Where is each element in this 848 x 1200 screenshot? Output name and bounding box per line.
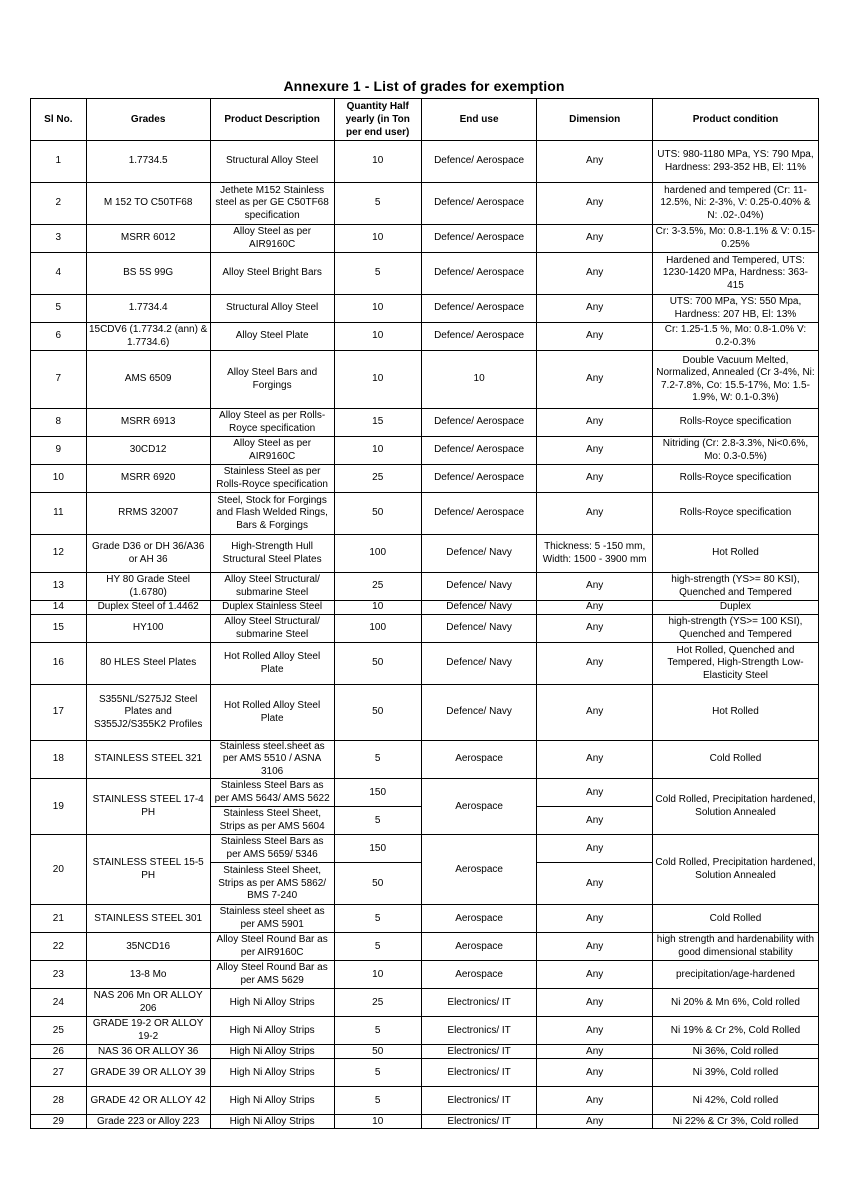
header-row bbox=[31, 99, 819, 141]
dimension-cell: Any bbox=[537, 1059, 653, 1087]
dimension-cell: Any bbox=[537, 905, 653, 933]
grade-cell: NAS 206 Mn OR ALLOY 206 bbox=[86, 989, 210, 1017]
sl-no-cell: 11 bbox=[31, 493, 87, 535]
product-description-cell: Steel, Stock for Forgings and Flash Welded Rings, Bars & Forgings bbox=[210, 493, 334, 535]
product-condition-cell: Ni 19% & Cr 2%, Cold Rolled bbox=[652, 1017, 818, 1045]
product-condition-cell: high-strength (YS>= 80 KSI), Quenched and Tempered bbox=[652, 573, 818, 601]
quantity-cell: 25 bbox=[334, 573, 421, 601]
quantity-cell: 5 bbox=[334, 1017, 421, 1045]
end-use-cell: Defence/ Aerospace bbox=[421, 437, 537, 465]
dimension-cell: Any bbox=[537, 225, 653, 253]
quantity-cell: 5 bbox=[334, 1059, 421, 1087]
product-description-cell: Alloy Steel as per AIR9160C bbox=[210, 437, 334, 465]
grade-cell: 15CDV6 (1.7734.2 (ann) & 1.7734.6) bbox=[86, 323, 210, 351]
product-description-cell: High Ni Alloy Strips bbox=[210, 1017, 334, 1045]
table-row bbox=[31, 225, 819, 253]
product-condition-cell: Ni 42%, Cold rolled bbox=[652, 1087, 818, 1115]
product-description-cell: Alloy Steel Round Bar as per AMS 5629 bbox=[210, 961, 334, 989]
product-condition-cell: Cold Rolled, Precipitation hardened, Solution Annealed bbox=[652, 835, 818, 905]
header-product-description: Product Description bbox=[210, 99, 334, 141]
product-description-cell: Alloy Steel Structural/ submarine Steel bbox=[210, 573, 334, 601]
product-condition-cell: hardened and tempered (Cr: 11-12.5%, Ni: 2-3%, V: 0.25-0.40% & N: .02-.04%) bbox=[652, 183, 818, 225]
table-row bbox=[31, 1059, 819, 1087]
sl-no-cell: 6 bbox=[31, 323, 87, 351]
table-row bbox=[31, 741, 819, 779]
sl-no-cell: 9 bbox=[31, 437, 87, 465]
dimension-cell: Any bbox=[537, 465, 653, 493]
product-description-cell: Duplex Stainless Steel bbox=[210, 601, 334, 615]
product-description-cell: Structural Alloy Steel bbox=[210, 295, 334, 323]
table-row bbox=[31, 493, 819, 535]
dimension-cell: Any bbox=[537, 409, 653, 437]
table-row bbox=[31, 573, 819, 601]
table-row bbox=[31, 409, 819, 437]
grade-cell: 30CD12 bbox=[86, 437, 210, 465]
quantity-cell: 50 bbox=[334, 685, 421, 741]
grade-cell: BS 5S 99G bbox=[86, 253, 210, 295]
end-use-cell: Defence/ Aerospace bbox=[421, 295, 537, 323]
table-row bbox=[31, 535, 819, 573]
grade-cell: HY 80 Grade Steel (1.6780) bbox=[86, 573, 210, 601]
sl-no-cell: 23 bbox=[31, 961, 87, 989]
dimension-cell: Any bbox=[537, 295, 653, 323]
dimension-cell: Any bbox=[537, 573, 653, 601]
table-row bbox=[31, 835, 819, 863]
sl-no-cell: 22 bbox=[31, 933, 87, 961]
product-description-cell: Alloy Steel Bright Bars bbox=[210, 253, 334, 295]
sl-no-cell: 27 bbox=[31, 1059, 87, 1087]
end-use-cell: Defence/ Aerospace bbox=[421, 409, 537, 437]
product-description-cell: Alloy Steel Plate bbox=[210, 323, 334, 351]
product-description-cell: High Ni Alloy Strips bbox=[210, 1045, 334, 1059]
grade-cell: Grade 223 or Alloy 223 bbox=[86, 1115, 210, 1129]
sl-no-cell: 20 bbox=[31, 835, 87, 905]
end-use-cell: Defence/ Navy bbox=[421, 601, 537, 615]
product-condition-cell: high-strength (YS>= 100 KSI), Quenched and Tempered bbox=[652, 615, 818, 643]
dimension-cell: Any bbox=[537, 141, 653, 183]
product-description-cell: Jethete M152 Stainless steel as per GE C50TF68 specification bbox=[210, 183, 334, 225]
header-product-condition: Product condition bbox=[652, 99, 818, 141]
sl-no-cell: 29 bbox=[31, 1115, 87, 1129]
quantity-cell: 5 bbox=[334, 183, 421, 225]
end-use-cell: Defence/ Aerospace bbox=[421, 493, 537, 535]
grade-cell: MSRR 6913 bbox=[86, 409, 210, 437]
quantity-cell: 50 bbox=[334, 643, 421, 685]
product-condition-cell: UTS: 980-1180 MPa, YS: 790 Mpa, Hardness: 293-352 HB, El: 11% bbox=[652, 141, 818, 183]
end-use-cell: Defence/ Aerospace bbox=[421, 183, 537, 225]
quantity-cell: 15 bbox=[334, 409, 421, 437]
sl-no-cell: 24 bbox=[31, 989, 87, 1017]
product-condition-cell: Rolls-Royce specification bbox=[652, 465, 818, 493]
dimension-cell: Any bbox=[537, 1087, 653, 1115]
grade-cell: MSRR 6012 bbox=[86, 225, 210, 253]
dimension-cell: Any bbox=[537, 779, 653, 807]
grade-cell: STAINLESS STEEL 321 bbox=[86, 741, 210, 779]
header-sl-no: Sl No. bbox=[31, 99, 87, 141]
table-row bbox=[31, 779, 819, 807]
table-row bbox=[31, 1115, 819, 1129]
table-row bbox=[31, 601, 819, 615]
header-dimension: Dimension bbox=[537, 99, 653, 141]
quantity-cell: 10 bbox=[334, 225, 421, 253]
sl-no-cell: 25 bbox=[31, 1017, 87, 1045]
end-use-cell: Aerospace bbox=[421, 835, 537, 905]
end-use-cell: Electronics/ IT bbox=[421, 1045, 537, 1059]
sl-no-cell: 21 bbox=[31, 905, 87, 933]
header-end-use: End use bbox=[421, 99, 537, 141]
product-condition-cell: Hardened and Tempered, UTS: 1230-1420 MPa, Hardness: 363-415 bbox=[652, 253, 818, 295]
quantity-cell: 10 bbox=[334, 323, 421, 351]
table-row bbox=[31, 615, 819, 643]
quantity-cell: 50 bbox=[334, 863, 421, 905]
dimension-cell: Any bbox=[537, 961, 653, 989]
end-use-cell: Electronics/ IT bbox=[421, 1115, 537, 1129]
product-description-cell: Hot Rolled Alloy Steel Plate bbox=[210, 685, 334, 741]
header-grades: Grades bbox=[86, 99, 210, 141]
quantity-cell: 50 bbox=[334, 1045, 421, 1059]
quantity-cell: 5 bbox=[334, 741, 421, 779]
dimension-cell: Any bbox=[537, 685, 653, 741]
grade-cell: S355NL/S275J2 Steel Plates and S355J2/S355K2 Profiles bbox=[86, 685, 210, 741]
end-use-cell: Aerospace bbox=[421, 741, 537, 779]
grade-cell: STAINLESS STEEL 301 bbox=[86, 905, 210, 933]
dimension-cell: Any bbox=[537, 601, 653, 615]
table-row bbox=[31, 437, 819, 465]
product-condition-cell: precipitation/age-hardened bbox=[652, 961, 818, 989]
end-use-cell: Aerospace bbox=[421, 933, 537, 961]
sl-no-cell: 16 bbox=[31, 643, 87, 685]
table-row bbox=[31, 351, 819, 409]
product-condition-cell: high strength and hardenability with good dimensional stability bbox=[652, 933, 818, 961]
dimension-cell: Any bbox=[537, 1115, 653, 1129]
dimension-cell: Any bbox=[537, 989, 653, 1017]
table-row bbox=[31, 323, 819, 351]
dimension-cell: Any bbox=[537, 183, 653, 225]
grade-cell: RRMS 32007 bbox=[86, 493, 210, 535]
table-row bbox=[31, 253, 819, 295]
sl-no-cell: 18 bbox=[31, 741, 87, 779]
grade-cell: STAINLESS STEEL 17-4 PH bbox=[86, 779, 210, 835]
end-use-cell: Defence/ Aerospace bbox=[421, 465, 537, 493]
grade-cell: 1.7734.4 bbox=[86, 295, 210, 323]
product-description-cell: High Ni Alloy Strips bbox=[210, 989, 334, 1017]
quantity-cell: 5 bbox=[334, 253, 421, 295]
sl-no-cell: 4 bbox=[31, 253, 87, 295]
grade-cell: AMS 6509 bbox=[86, 351, 210, 409]
grade-cell: 1.7734.5 bbox=[86, 141, 210, 183]
table-row bbox=[31, 905, 819, 933]
dimension-cell: Any bbox=[537, 351, 653, 409]
sl-no-cell: 8 bbox=[31, 409, 87, 437]
table-row bbox=[31, 141, 819, 183]
product-description-cell: Alloy Steel Structural/ submarine Steel bbox=[210, 615, 334, 643]
product-condition-cell: Hot Rolled, Quenched and Tempered, High-Strength Low-Elasticity Steel bbox=[652, 643, 818, 685]
product-condition-cell: UTS: 700 MPa, YS: 550 Mpa, Hardness: 207 HB, El: 13% bbox=[652, 295, 818, 323]
product-description-cell: Stainless steel sheet as per AMS 5901 bbox=[210, 905, 334, 933]
end-use-cell: Aerospace bbox=[421, 905, 537, 933]
quantity-cell: 10 bbox=[334, 141, 421, 183]
table-row bbox=[31, 643, 819, 685]
quantity-cell: 5 bbox=[334, 905, 421, 933]
end-use-cell: Defence/ Navy bbox=[421, 685, 537, 741]
dimension-cell: Any bbox=[537, 807, 653, 835]
dimension-cell: Any bbox=[537, 493, 653, 535]
product-description-cell: Stainless Steel Sheet, Strips as per AMS 5604 bbox=[210, 807, 334, 835]
grade-cell: STAINLESS STEEL 15-5 PH bbox=[86, 835, 210, 905]
product-description-cell: High Ni Alloy Strips bbox=[210, 1087, 334, 1115]
end-use-cell: Electronics/ IT bbox=[421, 1017, 537, 1045]
table-row bbox=[31, 465, 819, 493]
quantity-cell: 25 bbox=[334, 989, 421, 1017]
table-row bbox=[31, 1087, 819, 1115]
end-use-cell: Defence/ Aerospace bbox=[421, 253, 537, 295]
grades-table bbox=[30, 98, 819, 1129]
quantity-cell: 10 bbox=[334, 351, 421, 409]
table-row bbox=[31, 933, 819, 961]
product-description-cell: High-Strength Hull Structural Steel Plates bbox=[210, 535, 334, 573]
product-description-cell: Alloy Steel as per Rolls-Royce specification bbox=[210, 409, 334, 437]
quantity-cell: 10 bbox=[334, 601, 421, 615]
grade-cell: M 152 TO C50TF68 bbox=[86, 183, 210, 225]
quantity-cell: 100 bbox=[334, 615, 421, 643]
product-description-cell: Stainless steel.sheet as per AMS 5510 / ASNA 3106 bbox=[210, 741, 334, 779]
product-condition-cell: Nitriding (Cr: 2.8-3.3%, Ni<0.6%, Mo: 0.3-0.5%) bbox=[652, 437, 818, 465]
table-body bbox=[31, 141, 819, 1129]
dimension-cell: Any bbox=[537, 1045, 653, 1059]
sl-no-cell: 19 bbox=[31, 779, 87, 835]
product-description-cell: Stainless Steel as per Rolls-Royce specification bbox=[210, 465, 334, 493]
quantity-cell: 10 bbox=[334, 1115, 421, 1129]
grade-cell: 35NCD16 bbox=[86, 933, 210, 961]
product-description-cell: Alloy Steel Round Bar as per AIR9160C bbox=[210, 933, 334, 961]
end-use-cell: Defence/ Navy bbox=[421, 643, 537, 685]
dimension-cell: Any bbox=[537, 933, 653, 961]
product-condition-cell: Ni 22% & Cr 3%, Cold rolled bbox=[652, 1115, 818, 1129]
product-description-cell: High Ni Alloy Strips bbox=[210, 1115, 334, 1129]
sl-no-cell: 2 bbox=[31, 183, 87, 225]
product-condition-cell: Cold Rolled, Precipitation hardened, Solution Annealed bbox=[652, 779, 818, 835]
sl-no-cell: 13 bbox=[31, 573, 87, 601]
end-use-cell: Electronics/ IT bbox=[421, 1059, 537, 1087]
dimension-cell: Any bbox=[537, 741, 653, 779]
product-condition-cell: Rolls-Royce specification bbox=[652, 409, 818, 437]
quantity-cell: 5 bbox=[334, 807, 421, 835]
grade-cell: GRADE 39 OR ALLOY 39 bbox=[86, 1059, 210, 1087]
sl-no-cell: 28 bbox=[31, 1087, 87, 1115]
end-use-cell: Aerospace bbox=[421, 961, 537, 989]
grade-cell: GRADE 42 OR ALLOY 42 bbox=[86, 1087, 210, 1115]
grade-cell: HY100 bbox=[86, 615, 210, 643]
grade-cell: NAS 36 OR ALLOY 36 bbox=[86, 1045, 210, 1059]
end-use-cell: Defence/ Navy bbox=[421, 535, 537, 573]
product-description-cell: Stainless Steel Sheet, Strips as per AMS 5862/ BMS 7-240 bbox=[210, 863, 334, 905]
product-description-cell: Alloy Steel Bars and Forgings bbox=[210, 351, 334, 409]
product-condition-cell: Ni 39%, Cold rolled bbox=[652, 1059, 818, 1087]
table-row bbox=[31, 1045, 819, 1059]
header-quantity: Quantity Half yearly (in Ton per end user) bbox=[334, 99, 421, 141]
product-condition-cell: Rolls-Royce specification bbox=[652, 493, 818, 535]
table-row bbox=[31, 1017, 819, 1045]
product-condition-cell: Hot Rolled bbox=[652, 535, 818, 573]
product-description-cell: Stainless Steel Bars as per AMS 5659/ 5346 bbox=[210, 835, 334, 863]
table-row bbox=[31, 989, 819, 1017]
quantity-cell: 25 bbox=[334, 465, 421, 493]
end-use-cell: 10 bbox=[421, 351, 537, 409]
quantity-cell: 10 bbox=[334, 295, 421, 323]
sl-no-cell: 5 bbox=[31, 295, 87, 323]
product-description-cell: Alloy Steel as per AIR9160C bbox=[210, 225, 334, 253]
end-use-cell: Electronics/ IT bbox=[421, 989, 537, 1017]
quantity-cell: 10 bbox=[334, 961, 421, 989]
grade-cell: 80 HLES Steel Plates bbox=[86, 643, 210, 685]
sl-no-cell: 1 bbox=[31, 141, 87, 183]
quantity-cell: 10 bbox=[334, 437, 421, 465]
product-condition-cell: Double Vacuum Melted, Normalized, Annealed (Cr 3-4%, Ni: 7.2-7.8%, Co: 15.5-17%, Mo: 1.5-1.9%, W: 0.1-0.3%) bbox=[652, 351, 818, 409]
grade-cell: MSRR 6920 bbox=[86, 465, 210, 493]
quantity-cell: 5 bbox=[334, 933, 421, 961]
page-title: Annexure 1 - List of grades for exemption bbox=[283, 78, 565, 94]
end-use-cell: Defence/ Aerospace bbox=[421, 141, 537, 183]
product-condition-cell: Cr: 3-3.5%, Mo: 0.8-1.1% & V: 0.15-0.25% bbox=[652, 225, 818, 253]
grade-cell: GRADE 19-2 OR ALLOY 19-2 bbox=[86, 1017, 210, 1045]
end-use-cell: Defence/ Aerospace bbox=[421, 323, 537, 351]
grade-cell: Duplex Steel of 1.4462 bbox=[86, 601, 210, 615]
dimension-cell: Any bbox=[537, 863, 653, 905]
sl-no-cell: 14 bbox=[31, 601, 87, 615]
grade-cell: 13-8 Mo bbox=[86, 961, 210, 989]
product-condition-cell: Cr: 1.25-1.5 %, Mo: 0.8-1.0% V: 0.2-0.3% bbox=[652, 323, 818, 351]
product-condition-cell: Hot Rolled bbox=[652, 685, 818, 741]
quantity-cell: 150 bbox=[334, 779, 421, 807]
dimension-cell: Any bbox=[537, 437, 653, 465]
dimension-cell: Any bbox=[537, 253, 653, 295]
end-use-cell: Electronics/ IT bbox=[421, 1087, 537, 1115]
sl-no-cell: 3 bbox=[31, 225, 87, 253]
dimension-cell: Any bbox=[537, 615, 653, 643]
dimension-cell: Any bbox=[537, 835, 653, 863]
grade-cell: Grade D36 or DH 36/A36 or AH 36 bbox=[86, 535, 210, 573]
sl-no-cell: 10 bbox=[31, 465, 87, 493]
product-condition-cell: Duplex bbox=[652, 601, 818, 615]
sl-no-cell: 12 bbox=[31, 535, 87, 573]
sl-no-cell: 26 bbox=[31, 1045, 87, 1059]
product-condition-cell: Cold Rolled bbox=[652, 741, 818, 779]
table-row bbox=[31, 961, 819, 989]
end-use-cell: Defence/ Navy bbox=[421, 573, 537, 601]
table-row bbox=[31, 685, 819, 741]
end-use-cell: Defence/ Aerospace bbox=[421, 225, 537, 253]
sl-no-cell: 15 bbox=[31, 615, 87, 643]
product-description-cell: High Ni Alloy Strips bbox=[210, 1059, 334, 1087]
product-description-cell: Structural Alloy Steel bbox=[210, 141, 334, 183]
sl-no-cell: 17 bbox=[31, 685, 87, 741]
dimension-cell: Any bbox=[537, 643, 653, 685]
product-condition-cell: Cold Rolled bbox=[652, 905, 818, 933]
sl-no-cell: 7 bbox=[31, 351, 87, 409]
dimension-cell: Any bbox=[537, 323, 653, 351]
quantity-cell: 100 bbox=[334, 535, 421, 573]
end-use-cell: Defence/ Navy bbox=[421, 615, 537, 643]
quantity-cell: 150 bbox=[334, 835, 421, 863]
product-description-cell: Stainless Steel Bars as per AMS 5643/ AMS 5622 bbox=[210, 779, 334, 807]
table-row bbox=[31, 295, 819, 323]
end-use-cell: Aerospace bbox=[421, 779, 537, 835]
dimension-cell: Any bbox=[537, 1017, 653, 1045]
product-description-cell: Hot Rolled Alloy Steel Plate bbox=[210, 643, 334, 685]
product-condition-cell: Ni 36%, Cold rolled bbox=[652, 1045, 818, 1059]
quantity-cell: 5 bbox=[334, 1087, 421, 1115]
product-condition-cell: Ni 20% & Mn 6%, Cold rolled bbox=[652, 989, 818, 1017]
table-row bbox=[31, 183, 819, 225]
dimension-cell: Thickness: 5 -150 mm, Width: 1500 - 3900 mm bbox=[537, 535, 653, 573]
quantity-cell: 50 bbox=[334, 493, 421, 535]
